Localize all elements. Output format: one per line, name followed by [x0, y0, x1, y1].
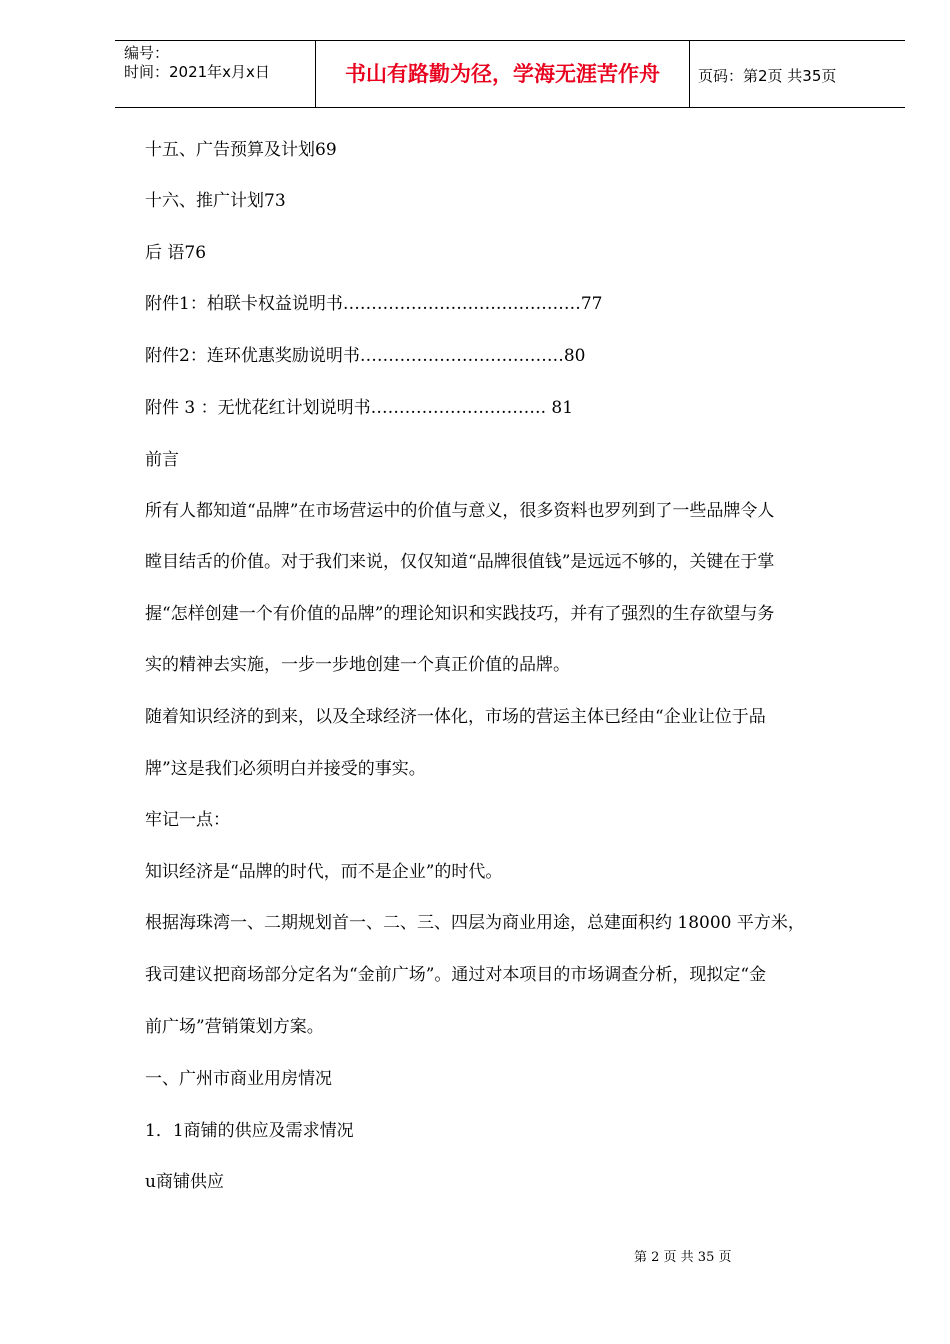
toc-item: 附件1：柏联卡权益说明书……………………………………77 — [145, 294, 603, 314]
header-motto-cell — [316, 41, 690, 107]
body-line: 前广场”营销策划方案。 — [145, 1017, 324, 1037]
toc-item: 附件 3 ：无忧花红计划说明书…………………………. 81 — [145, 398, 574, 418]
body-line: 握“怎样创建一个有价值的品牌”的理论知识和实践技巧，并有了强烈的生存欲望与务 — [145, 604, 775, 624]
page-header — [115, 40, 905, 108]
body-line: 知识经济是“品牌的时代，而不是企业”的时代。 — [145, 862, 503, 882]
bullet-heading: u商铺供应 — [145, 1172, 224, 1192]
body-line: 牌”这是我们必须明白并接受的事实。 — [145, 759, 426, 779]
body-line: 随着知识经济的到来，以及全球经济一体化，市场的营运主体已经由“企业让位于品 — [145, 707, 766, 727]
page-footer: 第 2 页 共 35 页 — [634, 1250, 732, 1265]
body-line: 所有人都知道“品牌”在市场营运中的价值与意义，很多资料也罗列到了一些品牌令人 — [145, 501, 775, 521]
toc-item: 十五、广告预算及计划69 — [145, 140, 337, 160]
number-label: 编号： — [124, 44, 170, 62]
toc-item: 后 语76 — [145, 243, 207, 263]
section-heading: 前言 — [145, 450, 179, 470]
header-page-cell — [690, 41, 905, 107]
body-line: 根据海珠湾一、二期规划首一、二、三、四层为商业用途，总建面积约 18000 平方米， — [145, 913, 805, 933]
motto: 书山有路勤为径，学海无涯苦作舟 — [345, 62, 660, 86]
toc-item: 十六、推广计划73 — [145, 191, 286, 211]
body-line: 牢记一点： — [145, 810, 230, 830]
page-code: 页码：第2页 共35页 — [698, 67, 837, 85]
body-line: 我司建议把商场部分定名为“金前广场”。通过对本项目的市场调查分析，现拟定“金 — [145, 965, 767, 985]
toc-item: 附件2：连环优惠奖励说明书………………………………80 — [145, 346, 586, 366]
subsection-heading: 1．1商铺的供应及需求情况 — [145, 1121, 354, 1141]
time-label: 时间：2021年x月x日 — [124, 63, 270, 81]
body-line: 瞠目结舌的价值。对于我们来说，仅仅知道“品牌很值钱”是远远不够的，关键在于掌 — [145, 552, 775, 572]
section-heading: 一、广州市商业用房情况 — [145, 1069, 332, 1089]
header-info-cell — [115, 41, 316, 107]
body-line: 实的精神去实施，一步一步地创建一个真正价值的品牌。 — [145, 655, 570, 675]
